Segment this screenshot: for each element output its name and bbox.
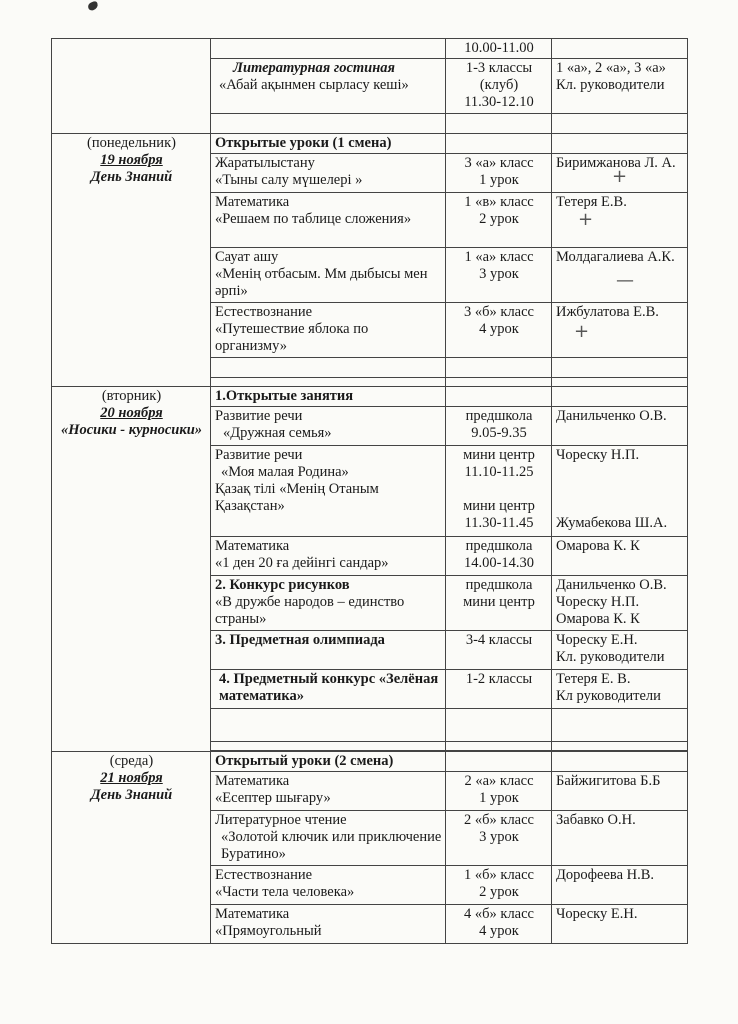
table-row: Развитие речи «Дружная семья» предшкола 9.05-9.35 Данильченко О.В.: [52, 407, 688, 446]
day-cell-wednesday: [52, 752, 211, 944]
check-mark: +: [574, 321, 590, 342]
table-row: 2. Конкурс рисунков «В дружбе народов – единство страны» предшкола мини центр Данильченко О.В. Чореску Н.П. Омарова К. К: [52, 576, 688, 631]
table-row: Естествознание «Путешествие яблока по организму» 3 «б» класс 4 урок Ижбулатова Е.В. +: [52, 303, 688, 358]
table-row: Жаратылыстану «Тыны салу мүшелері » 3 «а» класс 1 урок Биримжанова Л. А. +: [52, 154, 688, 193]
activity-cell: [211, 59, 446, 114]
table-row: 4. Предметный конкурс «Зелёная математика» 1-2 классы Тетеря Е. В. Кл руководители: [52, 670, 688, 709]
weekday: (среда): [109, 753, 154, 769]
table-row: [52, 387, 688, 407]
table-row: Математика «Решаем по таблице сложения» 1 «в» класс 2 урок Тетеря Е.В. +: [52, 193, 688, 248]
section-header: 1.Открытые занятия: [211, 387, 446, 407]
dash-mark: —: [616, 270, 634, 291]
check-mark: +: [578, 209, 594, 230]
table-row: Литературное чтение «Золотой ключик или приключение Буратино» 2 «б» класс 3 урок Забавко О.Н.: [52, 811, 688, 866]
section-header: Открытые уроки (1 смена): [211, 134, 446, 154]
day-cell-monday: [52, 134, 211, 387]
theme: День Знаний: [90, 787, 173, 803]
class-cell: 1-3 классы (клуб) 11.30-12.10: [446, 59, 552, 114]
schedule-table: [51, 38, 688, 944]
class-cell: 10.00-11.00: [446, 39, 552, 59]
table-row: [52, 752, 688, 772]
scan-speck: [87, 1, 99, 12]
table-row: Сауат ашу «Менің отбасым. Мм дыбысы мен әрпі» 1 «а» класс 3 урок Молдагалиева А.К. —: [52, 248, 688, 303]
lit-title: Литературная гостиная: [233, 60, 395, 76]
section-header: Открытый уроки (2 смена): [211, 752, 446, 772]
date: 20 ноября: [100, 405, 163, 421]
table-row: Развитие речи «Моя малая Родина» Қазақ тілі «Менің Отаным Қазақстан» мини центр 11.10-11.25 мини центр 11.30-11.45 Чореску Н.П. Жумабекова Ш.А.: [52, 446, 688, 537]
day-cell-empty: [52, 39, 211, 134]
date: 19 ноября: [100, 152, 163, 168]
table-row: Математика «1 ден 20 ға дейінгі сандар» предшкола 14.00-14.30 Омарова К. К: [52, 537, 688, 576]
table-row: [52, 39, 688, 59]
theme: День Знаний: [90, 169, 173, 185]
weekday: (понедельник): [87, 135, 176, 151]
responsible-cell: 1 «а», 2 «а», 3 «а» Кл. руководители: [552, 59, 688, 114]
date: 21 ноября: [100, 770, 163, 786]
day-cell-tuesday: [52, 387, 211, 752]
theme: «Носики - курносики»: [60, 422, 203, 438]
table-row: 3. Предметная олимпиада 3-4 классы Чореску Е.Н. Кл. руководители: [52, 631, 688, 670]
table-row: [52, 134, 688, 154]
weekday: (вторник): [101, 388, 162, 404]
lit-subtitle: «Абай ақынмен сырласу кеші»: [219, 77, 409, 93]
table-row: Математика «Прямоугольный 4 «б» класс 4 урок Чореску Е.Н.: [52, 905, 688, 944]
table-row: Естествознание «Части тела человека» 1 «б» класс 2 урок Дорофеева Н.В.: [52, 866, 688, 905]
table-row: Математика «Есептер шығару» 2 «а» класс 1 урок Байжигитова Б.Б: [52, 772, 688, 811]
check-mark: +: [612, 166, 628, 187]
